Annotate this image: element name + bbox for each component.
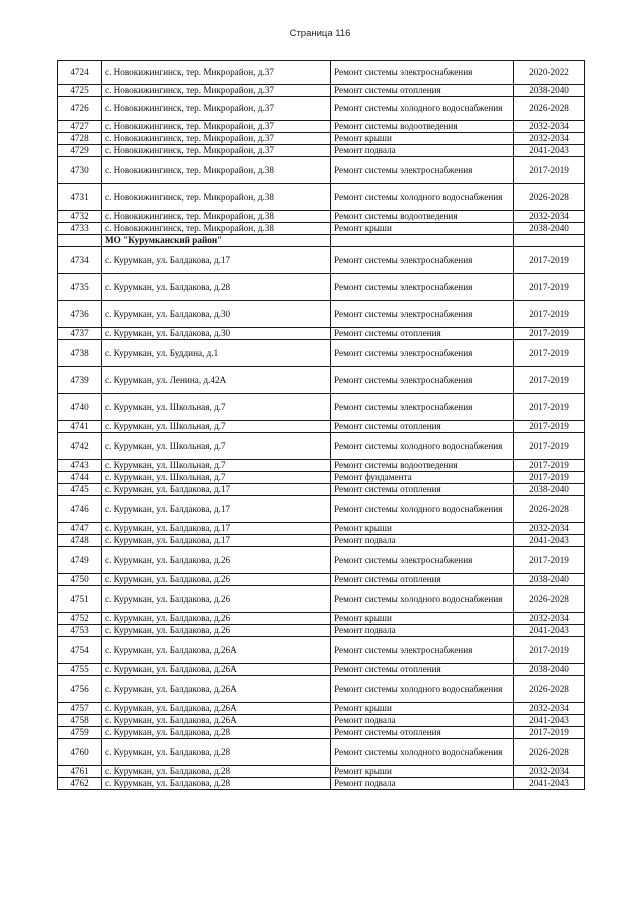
work-type-cell: Ремонт системы отопления <box>331 421 514 433</box>
row-number-cell: 4730 <box>58 157 102 184</box>
work-type-cell: Ремонт системы отопления <box>331 484 514 496</box>
row-number-cell: 4753 <box>58 625 102 637</box>
table-row <box>58 211 585 223</box>
work-type-cell: Ремонт крыши <box>331 523 514 535</box>
table-row <box>58 340 585 367</box>
table-row <box>58 367 585 394</box>
table-row <box>58 274 585 301</box>
row-number-cell: 4757 <box>58 703 102 715</box>
work-type-cell: Ремонт подвала <box>331 715 514 727</box>
row-number-cell: 4725 <box>58 85 102 97</box>
period-cell <box>514 235 585 247</box>
address-cell: с. Курумкан, ул. Балдакова, д.17 <box>102 484 331 496</box>
work-type-cell: Ремонт системы электроснабжения <box>331 157 514 184</box>
table-row <box>58 433 585 460</box>
period-cell: 2032-2034 <box>514 613 585 625</box>
work-type-cell: Ремонт системы отопления <box>331 664 514 676</box>
row-number-cell: 4743 <box>58 460 102 472</box>
address-cell: с. Курумкан, ул. Балдакова, д.17 <box>102 523 331 535</box>
table-row <box>58 484 585 496</box>
work-type-cell <box>331 235 514 247</box>
table-row <box>58 766 585 778</box>
period-cell: 2032-2034 <box>514 703 585 715</box>
period-cell: 2017-2019 <box>514 394 585 421</box>
period-cell: 2026-2028 <box>514 184 585 211</box>
address-cell: с. Новокижингинск, тер. Микрорайон, д.37 <box>102 97 331 121</box>
work-type-cell: Ремонт подвала <box>331 145 514 157</box>
address-cell: с. Курумкан, ул. Балдакова, д.26 <box>102 547 331 574</box>
work-type-cell: Ремонт системы холодного водоснабжения <box>331 433 514 460</box>
row-number-cell: 4740 <box>58 394 102 421</box>
address-cell: с. Курумкан, ул. Буддина, д.1 <box>102 340 331 367</box>
row-number-cell: 4761 <box>58 766 102 778</box>
period-cell: 2017-2019 <box>514 433 585 460</box>
row-number-cell: 4751 <box>58 586 102 613</box>
period-cell: 2032-2034 <box>514 211 585 223</box>
row-number-cell: 4729 <box>58 145 102 157</box>
table-row <box>58 61 585 85</box>
table-row <box>58 625 585 637</box>
table-row <box>58 97 585 121</box>
table-row <box>58 664 585 676</box>
table-row <box>58 157 585 184</box>
work-type-cell: Ремонт системы холодного водоснабжения <box>331 184 514 211</box>
address-cell: с. Курумкан, ул. Балдакова, д.26А <box>102 637 331 664</box>
period-cell: 2020-2022 <box>514 61 585 85</box>
row-number-cell: 4754 <box>58 637 102 664</box>
table-row <box>58 301 585 328</box>
table-row <box>58 739 585 766</box>
page-header: Страница 116 <box>289 28 351 39</box>
period-cell: 2017-2019 <box>514 367 585 394</box>
address-cell: с. Курумкан, ул. Школьная, д.7 <box>102 394 331 421</box>
address-cell: с. Курумкан, ул. Балдакова, д.26 <box>102 574 331 586</box>
table-row <box>58 133 585 145</box>
table-row <box>58 394 585 421</box>
table-row <box>58 121 585 133</box>
row-number-cell: 4744 <box>58 472 102 484</box>
address-cell: с. Курумкан, ул. Балдакова, д.17 <box>102 247 331 274</box>
work-type-cell: Ремонт подвала <box>331 778 514 790</box>
row-number-cell: 4741 <box>58 421 102 433</box>
row-number-cell: 4735 <box>58 274 102 301</box>
row-number-cell: 4748 <box>58 535 102 547</box>
address-cell: с. Курумкан, ул. Школьная, д.7 <box>102 460 331 472</box>
work-type-cell: Ремонт системы отопления <box>331 727 514 739</box>
table-row <box>58 223 585 235</box>
row-number-cell <box>58 235 102 247</box>
table-row <box>58 184 585 211</box>
address-cell: с. Курумкан, ул. Балдакова, д.28 <box>102 274 331 301</box>
row-number-cell: 4733 <box>58 223 102 235</box>
table-row <box>58 637 585 664</box>
table-row <box>58 421 585 433</box>
work-type-cell: Ремонт системы электроснабжения <box>331 367 514 394</box>
work-type-cell: Ремонт системы холодного водоснабжения <box>331 97 514 121</box>
address-cell: с. Курумкан, ул. Балдакова, д.17 <box>102 496 331 523</box>
address-cell: с. Курумкан, ул. Балдакова, д.26 <box>102 625 331 637</box>
address-cell: с. Новокижингинск, тер. Микрорайон, д.37 <box>102 145 331 157</box>
row-number-cell: 4736 <box>58 301 102 328</box>
work-type-cell: Ремонт системы водоотведения <box>331 460 514 472</box>
period-cell: 2038-2040 <box>514 574 585 586</box>
address-cell: с. Курумкан, ул. Балдакова, д.26А <box>102 703 331 715</box>
table-row <box>58 613 585 625</box>
period-cell: 2032-2034 <box>514 523 585 535</box>
address-cell: с. Курумкан, ул. Школьная, д.7 <box>102 421 331 433</box>
row-number-cell: 4752 <box>58 613 102 625</box>
period-cell: 2026-2028 <box>514 586 585 613</box>
work-type-cell: Ремонт системы электроснабжения <box>331 247 514 274</box>
work-type-cell: Ремонт системы электроснабжения <box>331 637 514 664</box>
address-cell: с. Новокижингинск, тер. Микрорайон, д.37 <box>102 121 331 133</box>
address-cell: с. Курумкан, ул. Балдакова, д.26 <box>102 613 331 625</box>
period-cell: 2017-2019 <box>514 421 585 433</box>
address-cell: с. Курумкан, ул. Балдакова, д.30 <box>102 301 331 328</box>
work-type-cell: Ремонт системы электроснабжения <box>331 547 514 574</box>
address-cell: с. Новокижингинск, тер. Микрорайон, д.38 <box>102 223 331 235</box>
row-number-cell: 4738 <box>58 340 102 367</box>
table-row <box>58 703 585 715</box>
work-type-cell: Ремонт крыши <box>331 613 514 625</box>
work-type-cell: Ремонт крыши <box>331 133 514 145</box>
work-type-cell: Ремонт системы холодного водоснабжения <box>331 676 514 703</box>
address-cell: с. Новокижингинск, тер. Микрорайон, д.38 <box>102 157 331 184</box>
work-type-cell: Ремонт крыши <box>331 703 514 715</box>
work-type-cell: Ремонт системы холодного водоснабжения <box>331 739 514 766</box>
period-cell: 2017-2019 <box>514 472 585 484</box>
address-cell: с. Курумкан, ул. Балдакова, д.26А <box>102 676 331 703</box>
address-cell: с. Курумкан, ул. Балдакова, д.30 <box>102 328 331 340</box>
row-number-cell: 4731 <box>58 184 102 211</box>
table-body <box>58 61 585 790</box>
period-cell: 2017-2019 <box>514 547 585 574</box>
address-cell: с. Курумкан, ул. Балдакова, д.26А <box>102 715 331 727</box>
row-number-cell: 4727 <box>58 121 102 133</box>
period-cell: 2038-2040 <box>514 664 585 676</box>
row-number-cell: 4739 <box>58 367 102 394</box>
row-number-cell: 4758 <box>58 715 102 727</box>
table-row <box>58 676 585 703</box>
address-cell: с. Новокижингинск, тер. Микрорайон, д.38 <box>102 211 331 223</box>
work-type-cell: Ремонт системы электроснабжения <box>331 394 514 421</box>
row-number-cell: 4732 <box>58 211 102 223</box>
address-cell: с. Курумкан, ул. Балдакова, д.28 <box>102 778 331 790</box>
row-number-cell: 4750 <box>58 574 102 586</box>
work-type-cell: Ремонт системы электроснабжения <box>331 340 514 367</box>
period-cell: 2026-2028 <box>514 97 585 121</box>
row-number-cell: 4745 <box>58 484 102 496</box>
row-number-cell: 4755 <box>58 664 102 676</box>
table-row <box>58 547 585 574</box>
address-cell: с. Курумкан, ул. Школьная, д.7 <box>102 472 331 484</box>
row-number-cell: 4759 <box>58 727 102 739</box>
period-cell: 2038-2040 <box>514 85 585 97</box>
address-cell: с. Курумкан, ул. Ленина, д.42А <box>102 367 331 394</box>
work-type-cell: Ремонт системы водоотведения <box>331 121 514 133</box>
address-cell: с. Новокижингинск, тер. Микрорайон, д.37 <box>102 61 331 85</box>
row-number-cell: 4747 <box>58 523 102 535</box>
address-cell: с. Новокижингинск, тер. Микрорайон, д.38 <box>102 184 331 211</box>
period-cell: 2026-2028 <box>514 496 585 523</box>
work-type-cell: Ремонт крыши <box>331 223 514 235</box>
table-row <box>58 523 585 535</box>
work-type-cell: Ремонт системы водоотведения <box>331 211 514 223</box>
period-cell: 2032-2034 <box>514 766 585 778</box>
row-number-cell: 4762 <box>58 778 102 790</box>
period-cell: 2017-2019 <box>514 460 585 472</box>
row-number-cell: 4760 <box>58 739 102 766</box>
table-row <box>58 472 585 484</box>
period-cell: 2041-2043 <box>514 625 585 637</box>
table-row <box>58 460 585 472</box>
table-row <box>58 328 585 340</box>
row-number-cell: 4737 <box>58 328 102 340</box>
row-number-cell: 4742 <box>58 433 102 460</box>
period-cell: 2017-2019 <box>514 637 585 664</box>
period-cell: 2017-2019 <box>514 727 585 739</box>
table-row <box>58 145 585 157</box>
address-cell: с. Курумкан, ул. Балдакова, д.28 <box>102 727 331 739</box>
work-type-cell: Ремонт системы холодного водоснабжения <box>331 586 514 613</box>
row-number-cell: 4746 <box>58 496 102 523</box>
work-type-cell: Ремонт системы холодного водоснабжения <box>331 496 514 523</box>
period-cell: 2017-2019 <box>514 340 585 367</box>
work-type-cell: Ремонт системы электроснабжения <box>331 274 514 301</box>
address-cell: МО "Курумканский район" <box>102 235 331 247</box>
repair-schedule-table <box>57 60 585 790</box>
row-number-cell: 4726 <box>58 97 102 121</box>
table-row <box>58 586 585 613</box>
row-number-cell: 4749 <box>58 547 102 574</box>
period-cell: 2041-2043 <box>514 778 585 790</box>
period-cell: 2032-2034 <box>514 121 585 133</box>
table-row <box>58 727 585 739</box>
period-cell: 2041-2043 <box>514 535 585 547</box>
table-row <box>58 715 585 727</box>
period-cell: 2017-2019 <box>514 247 585 274</box>
address-cell: с. Курумкан, ул. Балдакова, д.28 <box>102 739 331 766</box>
table-row <box>58 574 585 586</box>
work-type-cell: Ремонт системы электроснабжения <box>331 301 514 328</box>
period-cell: 2041-2043 <box>514 715 585 727</box>
address-cell: с. Курумкан, ул. Школьная, д.7 <box>102 433 331 460</box>
row-number-cell: 4756 <box>58 676 102 703</box>
period-cell: 2017-2019 <box>514 157 585 184</box>
address-cell: с. Курумкан, ул. Балдакова, д.26 <box>102 586 331 613</box>
period-cell: 2032-2034 <box>514 133 585 145</box>
address-cell: с. Новокижингинск, тер. Микрорайон, д.37 <box>102 133 331 145</box>
work-type-cell: Ремонт подвала <box>331 625 514 637</box>
work-type-cell: Ремонт подвала <box>331 535 514 547</box>
work-type-cell: Ремонт системы отопления <box>331 85 514 97</box>
address-cell: с. Новокижингинск, тер. Микрорайон, д.37 <box>102 85 331 97</box>
period-cell: 2026-2028 <box>514 739 585 766</box>
work-type-cell: Ремонт фундамента <box>331 472 514 484</box>
period-cell: 2038-2040 <box>514 223 585 235</box>
section-header-row <box>58 235 585 247</box>
period-cell: 2017-2019 <box>514 328 585 340</box>
address-cell: с. Курумкан, ул. Балдакова, д.26А <box>102 664 331 676</box>
work-type-cell: Ремонт системы электроснабжения <box>331 61 514 85</box>
period-cell: 2017-2019 <box>514 274 585 301</box>
table-row <box>58 85 585 97</box>
period-cell: 2017-2019 <box>514 301 585 328</box>
table-row <box>58 496 585 523</box>
row-number-cell: 4728 <box>58 133 102 145</box>
table-row <box>58 778 585 790</box>
work-type-cell: Ремонт системы отопления <box>331 328 514 340</box>
row-number-cell: 4734 <box>58 247 102 274</box>
address-cell: с. Курумкан, ул. Балдакова, д.28 <box>102 766 331 778</box>
address-cell: с. Курумкан, ул. Балдакова, д.17 <box>102 535 331 547</box>
period-cell: 2041-2043 <box>514 145 585 157</box>
period-cell: 2038-2040 <box>514 484 585 496</box>
table-row <box>58 535 585 547</box>
work-type-cell: Ремонт крыши <box>331 766 514 778</box>
period-cell: 2026-2028 <box>514 676 585 703</box>
row-number-cell: 4724 <box>58 61 102 85</box>
work-type-cell: Ремонт системы отопления <box>331 574 514 586</box>
table-row <box>58 247 585 274</box>
